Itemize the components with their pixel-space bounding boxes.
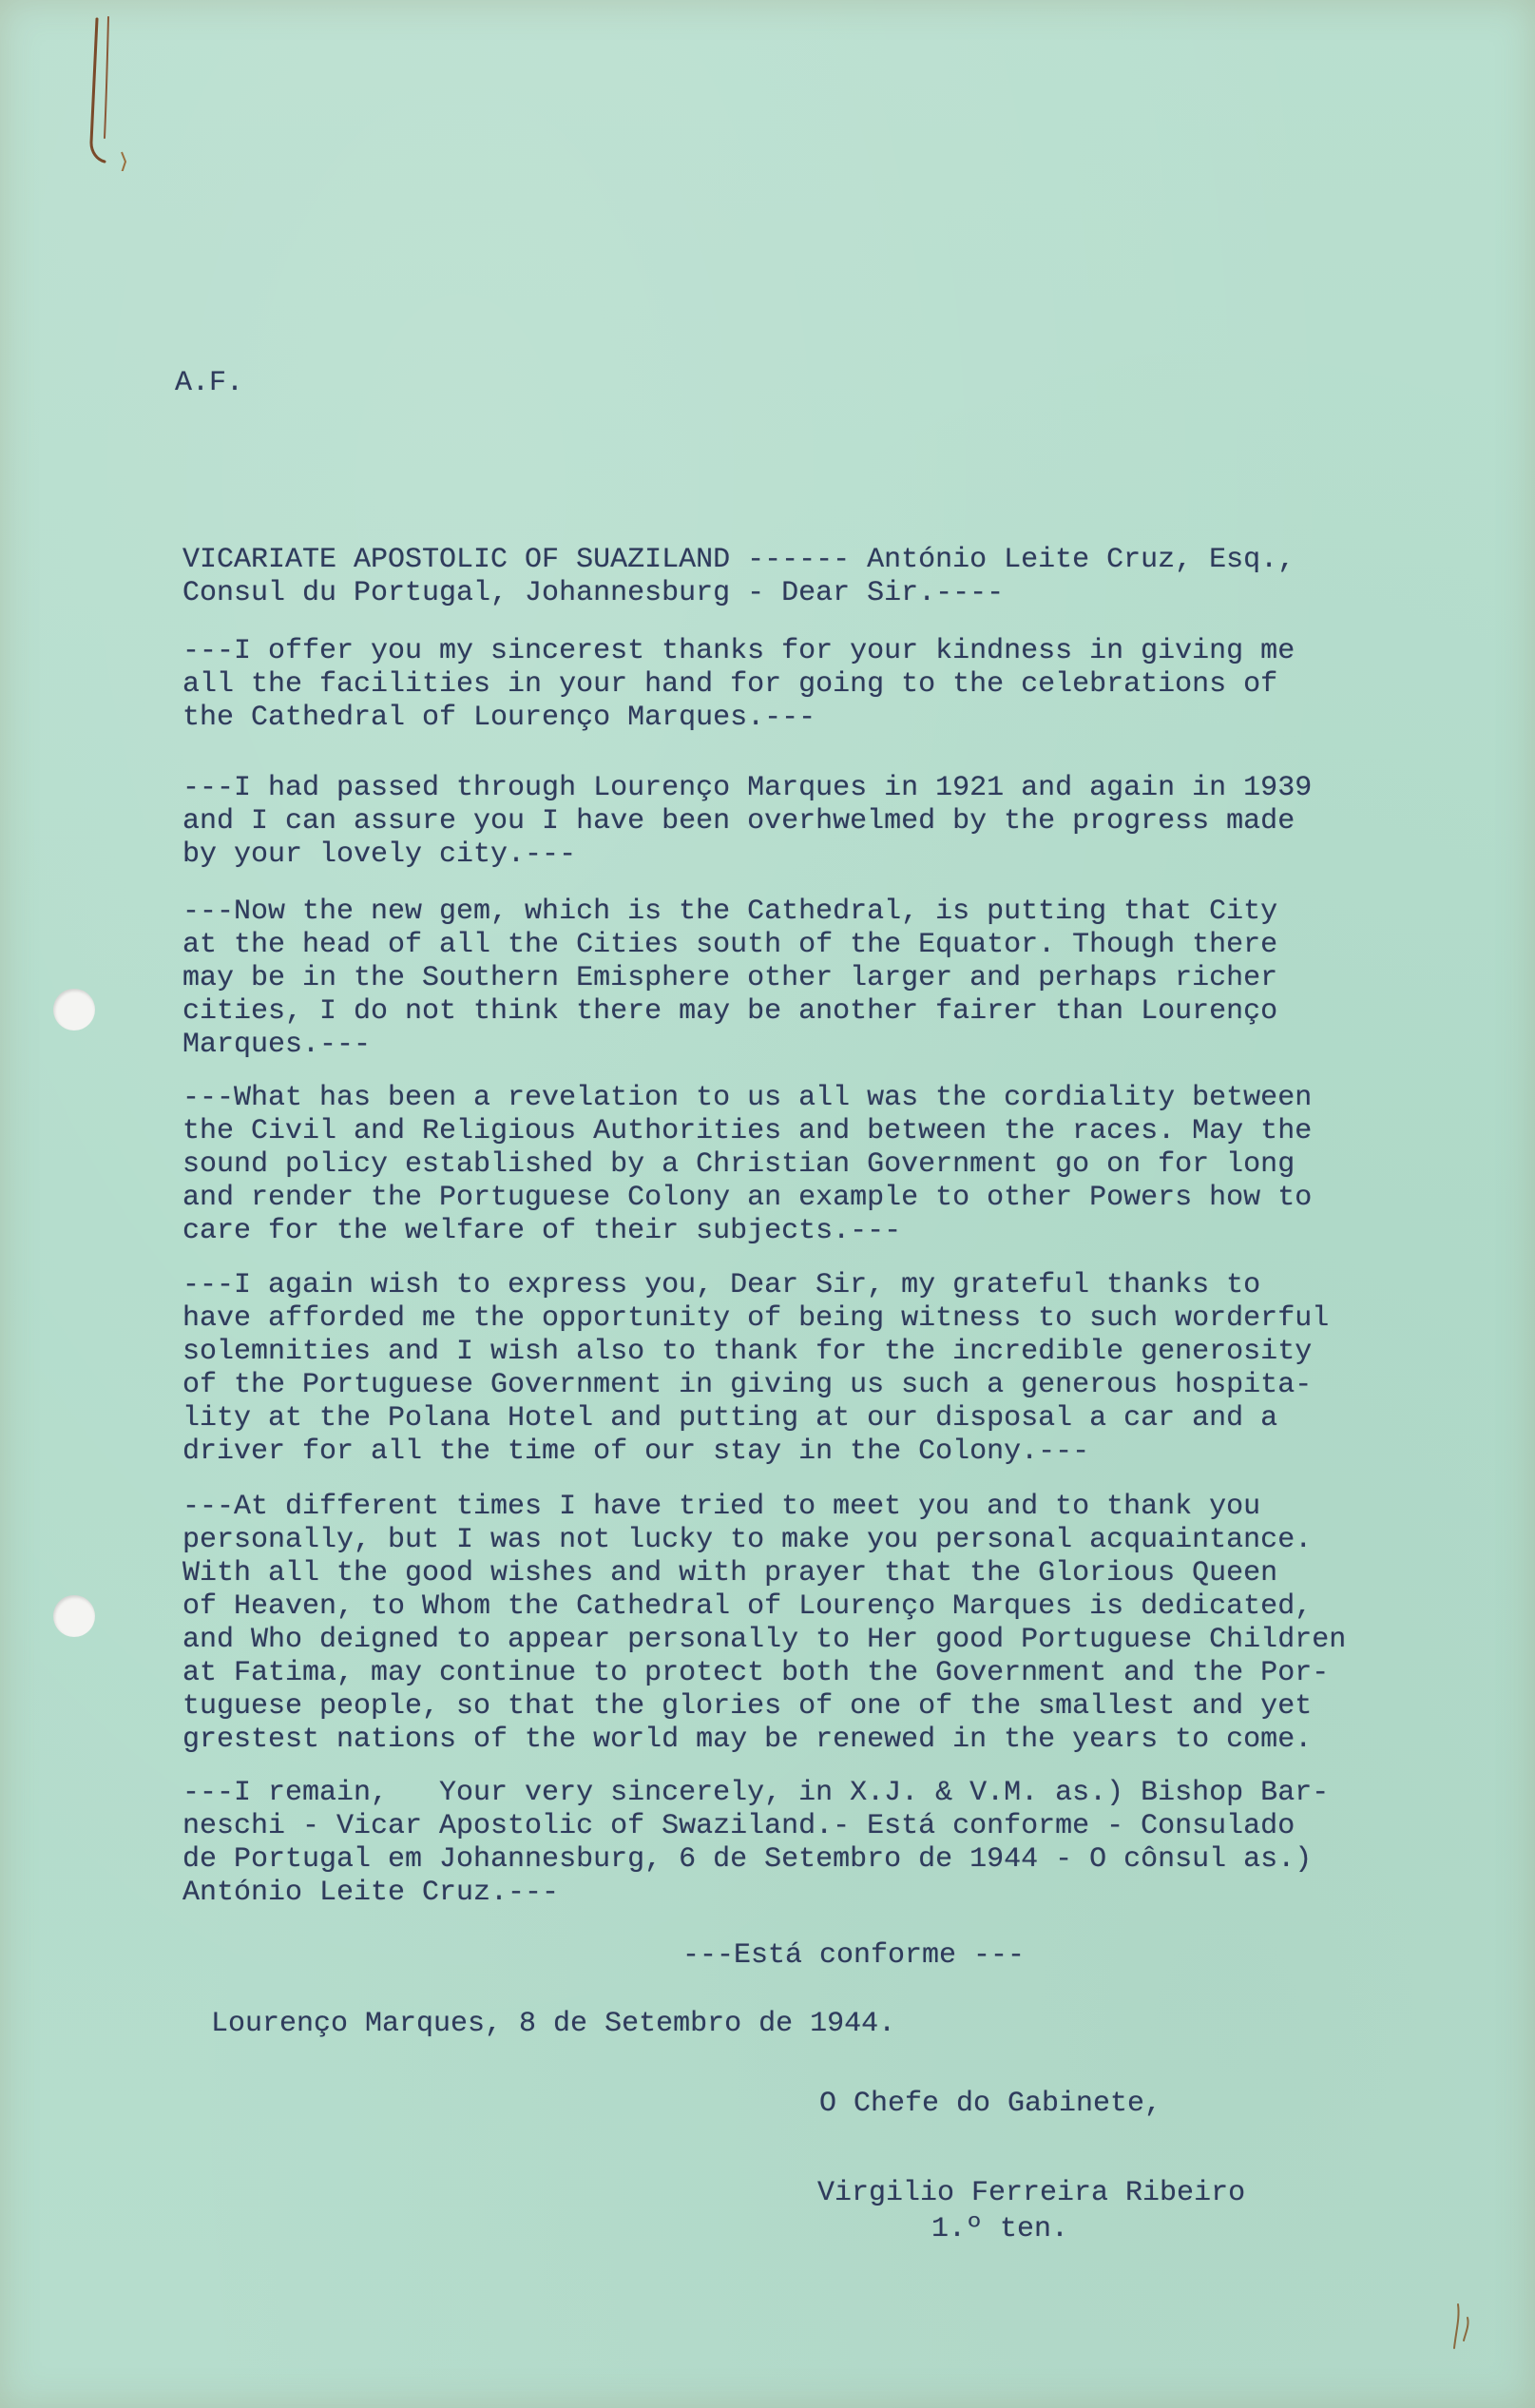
letter-closing: ---I remain, Your very sincerely, in X.J. & V.M. as.) Bishop Bar- neschi - Vicar Apostolic of Swaziland.- Está conforme - Consulado de Portugal em Johannesburg, 6 de Setembro de 1944 - O cônsul as.) António Leite Cruz.--- xyxy=(182,1777,1330,1909)
letter-paragraph: ---I had passed through Lourenço Marques in 1921 and again in 1939 and I can assure you I have been overhwelmed by the progress made by your lovely city.--- xyxy=(182,772,1313,871)
signatory-title: O Chefe do Gabinete, xyxy=(819,2088,1162,2120)
letter-paragraph: ---What has been a revelation to us all was the cordiality between the Civil and Religious Authorities and between the races. May the sound policy established by a Christian Government go on for long and render the Portuguese Colony an example to other Powers how to care for the welfare of their subjects.--- xyxy=(182,1082,1313,1247)
reference-code: A.F. xyxy=(175,367,244,399)
punch-hole xyxy=(53,1595,95,1637)
letter-paragraph: ---I again wish to express you, Dear Sir, my grateful thanks to have afforded me the opportunity of being witness to such worderful solemnities and I wish also to thank for the incredible generosity of the Portuguese Government in giving us such a generous hospita- lity at the Polana Hotel and putting at our disposal a car and a driver for all the time of our stay in the Colony.--- xyxy=(182,1269,1330,1468)
signatory-name: Virgilio Ferreira Ribeiro xyxy=(817,2177,1246,2209)
punch-hole xyxy=(53,989,95,1031)
certification-line: ---Está conforme --- xyxy=(682,1939,1026,1972)
letter-paragraph: ---I offer you my sincerest thanks for your kindness in giving me all the facilities in your hand for going to the celebrations of the Cathedral of Lourenço Marques.--- xyxy=(182,635,1295,734)
letter-paragraph: ---At different times I have tried to meet you and to thank you personally, but I was not lucky to make you personal acquaintance. With all the good wishes and with prayer that the Glorious Queen of Heaven, to Whom the Cathedral of Lourenço Marques is dedicated, and Who deigned to appear personally to Her good Portuguese Children at Fatima, may continue to protect both the Government and the Por- tuguese people, so that the glories of one of the smallest and yet grestest nations of the world may be renewed in the years to come. xyxy=(182,1491,1347,1756)
letter-heading: VICARIATE APOSTOLIC OF SUAZILAND ------ António Leite Cruz, Esq., Consul du Portugal, Johannesburg - Dear Sir.---- xyxy=(182,544,1295,609)
place-date: Lourenço Marques, 8 de Setembro de 1944. xyxy=(211,2008,896,2040)
signatory-rank: 1.º ten. xyxy=(931,2213,1069,2245)
staple-mark-icon xyxy=(84,10,141,171)
letter-paragraph: ---Now the new gem, which is the Cathedral, is putting that City at the head of all the Cities south of the Equator. Though there may be in the Southern Emisphere other larger and perhaps richer cities, I do not think there may be another fairer than Lourenço Marques.--- xyxy=(182,896,1278,1061)
pencil-mark-icon xyxy=(1441,2299,1479,2356)
